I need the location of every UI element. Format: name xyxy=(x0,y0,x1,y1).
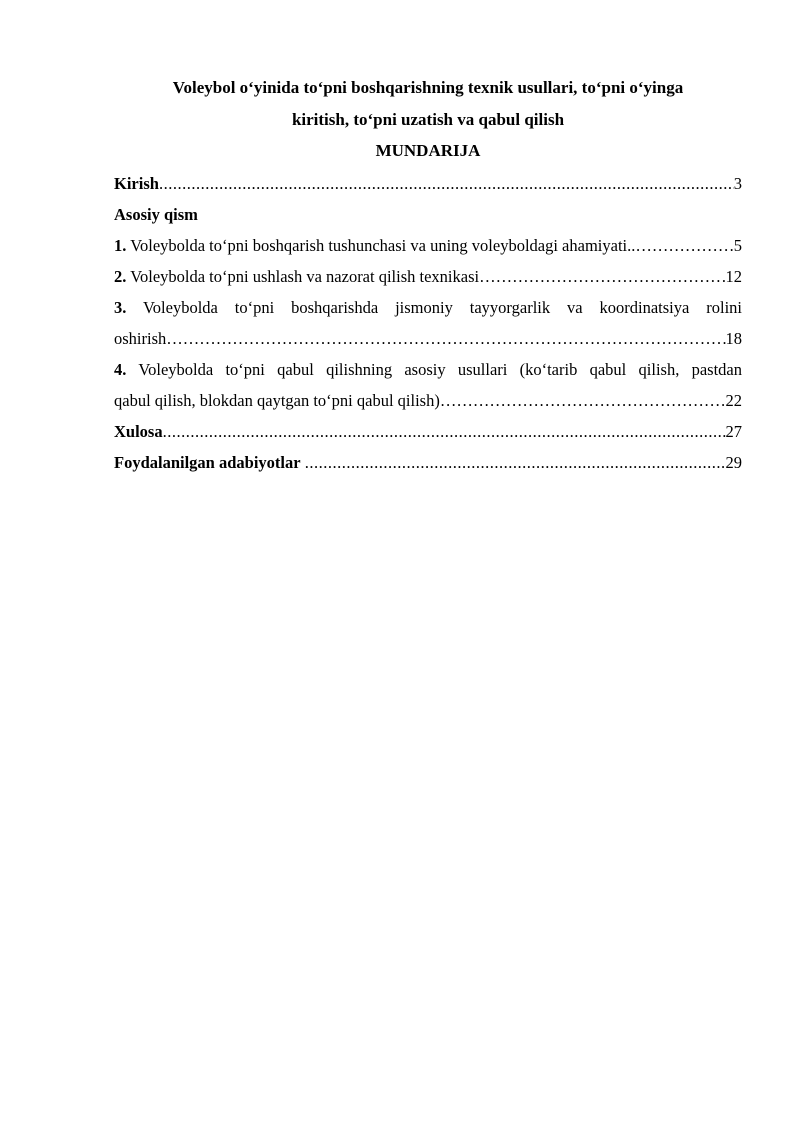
toc-page-number: 5 xyxy=(733,236,742,255)
toc-entry-number: 4. xyxy=(114,360,127,379)
toc-page-number: 12 xyxy=(725,267,742,286)
toc-entry-title: Voleybolda to‘pni boshqarishda jismoniy tayyorgarlik va koordinatsiya rolini xyxy=(143,298,742,317)
toc-entry-1[interactable] xyxy=(114,230,742,261)
toc-leader-dots xyxy=(305,447,726,478)
toc-entry-number: 3. xyxy=(114,298,127,317)
toc-page-number: 29 xyxy=(725,453,742,472)
toc-entry-title-continued: qabul qilish, blokdan qaytgan to‘pni qabul qilish) xyxy=(114,391,440,410)
toc-leader-dots xyxy=(440,385,726,416)
toc-entry-conclusion[interactable] xyxy=(114,416,742,447)
toc-entry-text-line-1 xyxy=(114,354,742,385)
toc-entry-references[interactable] xyxy=(114,447,742,478)
toc-leader-dots xyxy=(479,261,725,292)
toc-entry-text xyxy=(114,261,479,292)
toc-entry-title: Voleybolda to‘pni boshqarish tushunchasi va uning voleyboldagi ahamiyati.. xyxy=(130,236,636,255)
toc-entry-3[interactable] xyxy=(114,292,742,354)
toc-entry-title-continued: oshirish xyxy=(114,329,167,348)
toc-page-number: 22 xyxy=(725,391,742,410)
toc-entry-number: 1. xyxy=(114,236,127,255)
toc-page-number: 3 xyxy=(733,174,742,193)
toc-entry-number: 2. xyxy=(114,267,127,286)
toc-entry-label: Kirish xyxy=(114,174,159,193)
toc-section-label: Asosiy qism xyxy=(114,205,198,224)
toc-entry-main-part xyxy=(114,199,742,230)
table-of-contents xyxy=(114,168,742,478)
toc-entry-4[interactable] xyxy=(114,354,742,416)
toc-entry-label: Xulosa xyxy=(114,422,163,441)
toc-leader-dots xyxy=(163,416,726,447)
document-page xyxy=(114,72,742,478)
toc-entry-text-line-2 xyxy=(114,385,742,416)
toc-entry-title: Voleybolda to‘pni qabul qilishning asosiy usullari (ko‘tarib qabul qilish, pastdan xyxy=(138,360,742,379)
toc-entry-2[interactable] xyxy=(114,261,742,292)
toc-entry-text-line-1 xyxy=(114,292,742,323)
toc-entry-text xyxy=(114,230,635,261)
toc-heading: MUNDARIJA xyxy=(375,141,481,160)
toc-page-number: 27 xyxy=(725,422,742,441)
toc-leader-dots xyxy=(635,230,733,261)
toc-entry-label: Foydalanilgan adabiyotlar xyxy=(114,453,301,472)
document-title-line-2: kiritish, to‘pni uzatish va qabul qilish xyxy=(291,110,565,129)
toc-leader-dots xyxy=(159,168,734,199)
toc-entry-title: Voleybolda to‘pni ushlash va nazorat qilish texnikasi xyxy=(130,267,480,286)
toc-page-number: 18 xyxy=(725,329,742,348)
toc-leader-dots xyxy=(166,323,725,354)
toc-entry-text-line-2 xyxy=(114,323,742,354)
document-title-line-1: Voleybol o‘yinida to‘pni boshqarishning texnik usullari, to‘pni o‘yinga xyxy=(172,78,684,97)
toc-entry-intro[interactable] xyxy=(114,168,742,199)
